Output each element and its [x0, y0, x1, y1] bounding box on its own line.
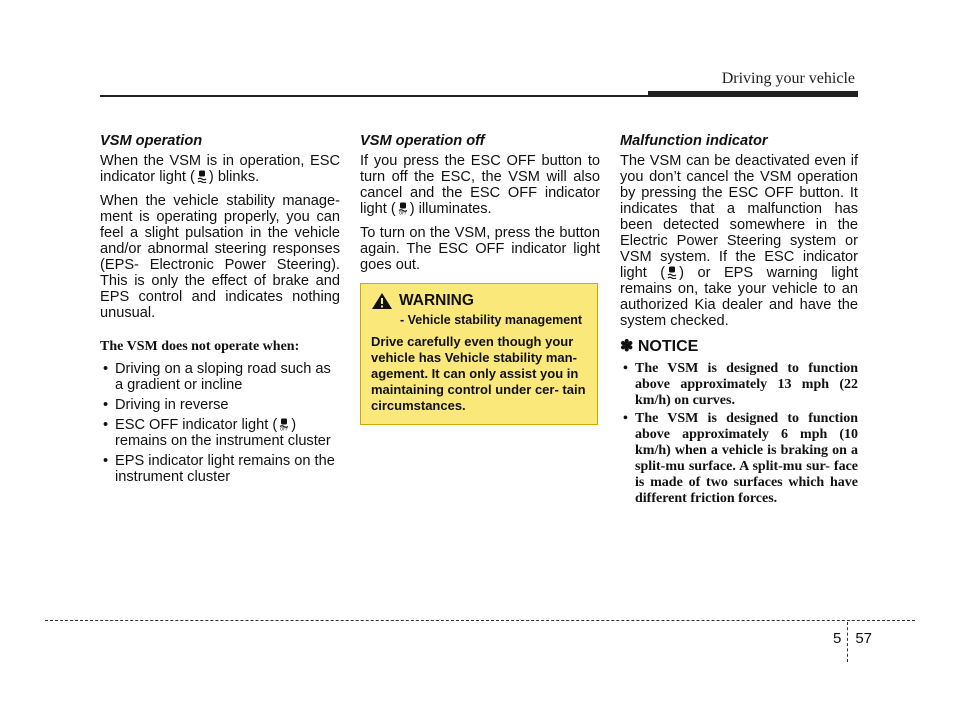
- list-item: • The VSM is designed to function above approximately 13 mph (22 km/h) on curves.: [620, 361, 858, 409]
- subheading: The VSM does not operate when:: [100, 339, 300, 354]
- svg-text:OFF: OFF: [280, 426, 288, 431]
- paragraph: [620, 153, 858, 329]
- list-item: • Driving in reverse: [100, 397, 340, 413]
- text: ) illuminates.: [409, 201, 492, 217]
- bullet-list: [100, 361, 340, 485]
- esc-off-indicator-icon: [279, 418, 289, 431]
- header-rule: [100, 95, 858, 97]
- section-title: Malfunction indicator: [620, 133, 768, 149]
- section-title: VSM operation off: [360, 133, 485, 149]
- header-title: Driving your vehicle: [721, 70, 855, 87]
- list-item: • Driving on a sloping road such as a gradient or incline: [100, 361, 340, 393]
- paragraph: [360, 153, 600, 217]
- column-vsm-operation: [100, 133, 340, 489]
- esc-off-indicator-icon: [398, 202, 408, 215]
- warning-header: [371, 292, 587, 310]
- text: The VSM can be deactivated even if you don’t cancel the VSM operation by pressing the ESC OFF button. It indicates that a malfunction has been detected somewhere in the Electric Power Steering system or VSM system. If the ESC indicator light (: [620, 153, 858, 281]
- paragraph: To turn on the VSM, press the button again. The ESC OFF indicator light goes out.: [360, 225, 600, 273]
- svg-text:OFF: OFF: [398, 210, 407, 215]
- column-malfunction-indicator: [620, 133, 858, 509]
- esc-indicator-icon: [197, 170, 207, 183]
- text: If you press the ESC OFF button to turn off the ESC, the VSM will also cancel and the ESC OFF indicator light (: [360, 153, 600, 217]
- warning-subtitle: - Vehicle stability management: [400, 313, 583, 327]
- text: ) remains on the instrument cluster: [115, 417, 331, 449]
- section-title: VSM operation: [100, 133, 203, 149]
- section-number: 5: [833, 630, 842, 647]
- list-item: • The VSM is designed to function above approximately 6 mph (10 km/h) when a vehicle is braking on a split-mu surface. A split-mu sur- face is made of two surfaces which have different friction forces.: [620, 411, 858, 507]
- list-item: [100, 417, 340, 449]
- notice-list: [620, 361, 858, 507]
- text: ) blinks.: [208, 169, 260, 185]
- text: ) or EPS warning light remains on, take your vehicle to an authorized Kia dealer and have the system checked.: [620, 265, 858, 329]
- warning-box: [360, 283, 598, 425]
- text: ESC OFF indicator light (: [115, 417, 278, 433]
- warning-triangle-icon: [371, 292, 393, 310]
- warning-text: Drive carefully even though your vehicle has Vehicle stability man- agement. It can only assist you in maintaining control under cer- tain circumstances.: [371, 334, 586, 413]
- footer-rule: [45, 620, 915, 621]
- paragraph: [100, 153, 340, 185]
- page-number: [833, 630, 872, 662]
- text: When the VSM is in operation, ESC indicator light (: [100, 153, 340, 185]
- warning-title: WARNING: [399, 292, 474, 309]
- notice-title: ✽ NOTICE: [620, 338, 699, 355]
- esc-indicator-icon: [667, 266, 677, 279]
- page-number-value: 57: [855, 630, 873, 647]
- paragraph: When the vehicle stability manage- ment is operating properly, you can feel a slight pulsation in the vehicle and/or abnormal steering responses (EPS- Electronic Power Steering). This is only the effect of brake and EPS control and indicates nothing unusual.: [100, 193, 340, 321]
- column-vsm-operation-off: [360, 133, 600, 425]
- page-separator: [847, 622, 849, 662]
- list-item: • EPS indicator light remains on the instrument cluster: [100, 453, 340, 485]
